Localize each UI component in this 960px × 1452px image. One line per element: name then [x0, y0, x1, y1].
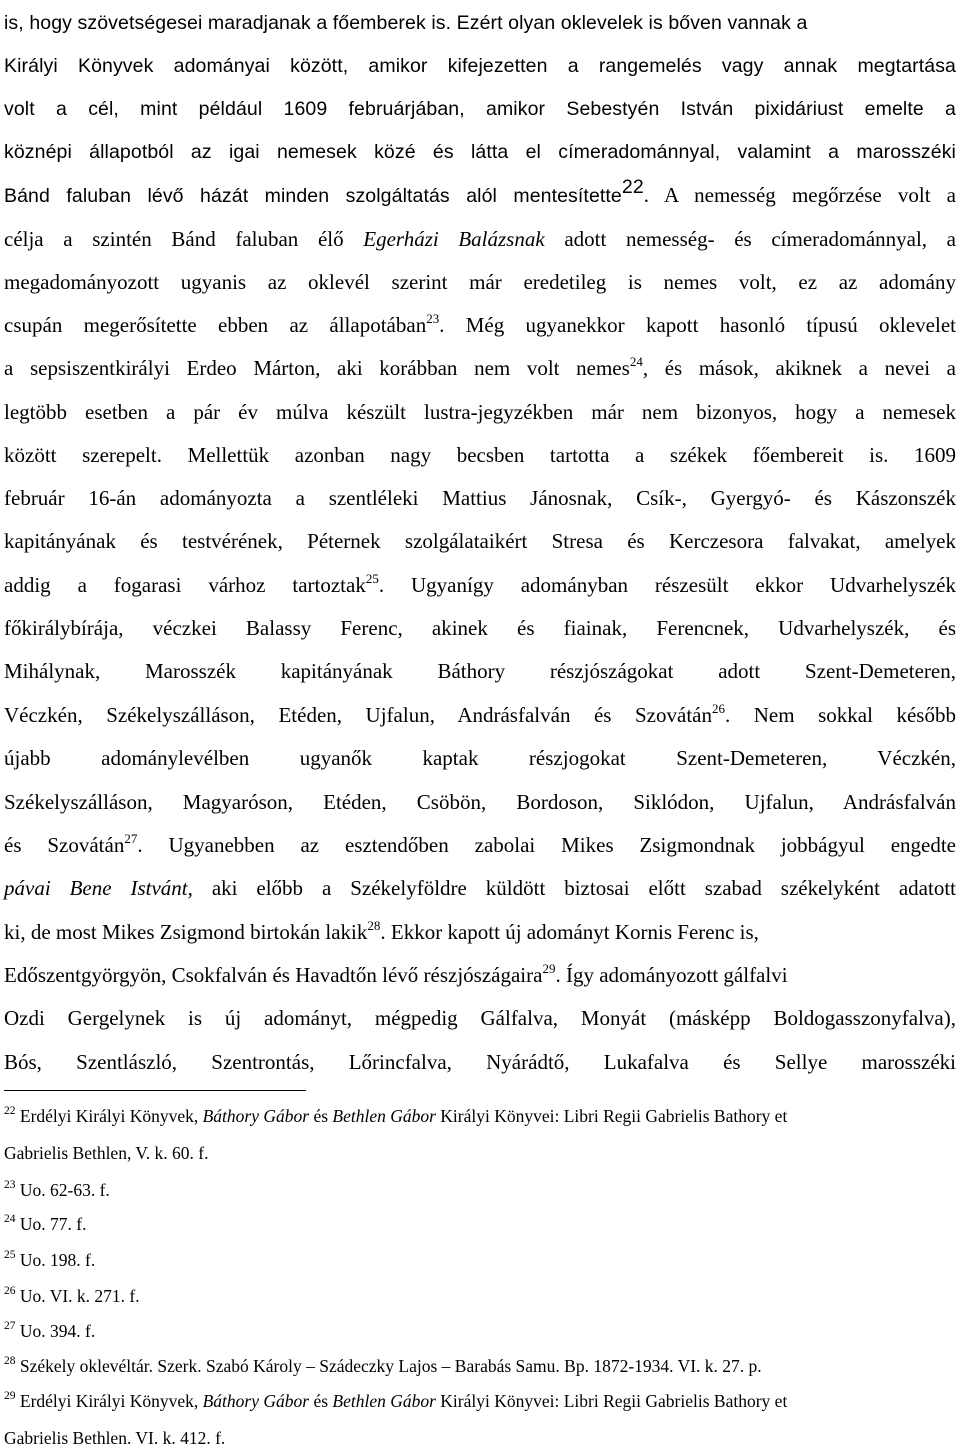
- text-run: Bós, Szentlászló, Szentrontás, Lőrincfalva, Nyárádtő, Lukafalva és Sellye marosszéki: [4, 1050, 956, 1074]
- footnote-line: [4, 1250, 956, 1270]
- footnote-ref: 28: [4, 1355, 16, 1367]
- text-run: . Ugyanebben az esztendőben zabolai Mikes Zsigmondnak jobbágyul engedte: [137, 833, 956, 857]
- text-line: [4, 918, 956, 944]
- footnote-line: [4, 1214, 956, 1234]
- text-line: [4, 55, 956, 77]
- text-line: [4, 401, 956, 423]
- text-line: [4, 747, 956, 769]
- text-line: [4, 1007, 956, 1029]
- text-run: Székelyszálláson, Magyaróson, Etéden, Csöbön, Bordoson, Siklódon, Ujfalun, Andrásfalván: [4, 790, 956, 814]
- footnote-line: [4, 1356, 956, 1376]
- footnote-ref: 29: [542, 961, 556, 976]
- text-run: addig a fogarasi várhoz tartoztak: [4, 573, 366, 597]
- text-run: kapitányának és testvérének, Péternek szolgálataikért Stresa és Kerczesora falvakat, amelyek: [4, 529, 956, 553]
- footnote-ref: 25: [365, 571, 379, 586]
- text-line: [4, 660, 956, 682]
- footnote-ref: 25: [4, 1249, 16, 1261]
- text-run: . Még ugyanekkor kapott hasonló típusú oklevelet: [439, 313, 956, 337]
- italic-name: Báthory Gábor: [202, 1391, 310, 1411]
- footnote-ref: 24: [629, 354, 643, 369]
- text-run: . Ugyanígy adományban részesült ekkor Udvarhelyszék: [378, 573, 956, 597]
- text-run: február 16-án adományozta a szentléleki Mattius Jánosnak, Csík-, Gyergyó- és Kászonszék: [4, 486, 956, 510]
- italic-name: Báthory Gábor: [202, 1106, 310, 1126]
- text-line: [4, 530, 956, 552]
- text-line: [4, 98, 956, 120]
- footnote-line: [4, 1321, 956, 1341]
- footnote-ref: 22: [621, 176, 644, 198]
- text-run: főkirálybírája, véczkei Balassy Ferenc, akinek és fiainak, Ferencnek, Udvarhelyszék, és: [4, 616, 956, 640]
- italic-name: pávai Bene Istvánt: [4, 876, 188, 900]
- text-line: [4, 228, 956, 250]
- text-run: adott nemesség- és címeradománnyal, a: [544, 227, 957, 251]
- text-run: Uo. 394. f.: [15, 1321, 96, 1341]
- text-line: [4, 444, 956, 466]
- footnote-ref: 27: [4, 1320, 16, 1332]
- text-run: Királyi Könyvek adományai között, amikor kifejezetten a rangemelés vagy annak megtartása: [4, 55, 956, 77]
- text-line: [4, 571, 956, 597]
- text-run: Királyi Könyvei: Libri Regii Gabrielis Bathory et: [435, 1106, 788, 1126]
- footnote-ref: 26: [4, 1285, 16, 1297]
- text-run: megadományozott ugyanis az oklevél szerint már eredetileg is nemes volt, ez az adomány: [4, 270, 956, 294]
- text-run: célja a szintén Bánd faluban élő: [4, 227, 364, 251]
- footnote-ref: 22: [4, 1105, 16, 1117]
- footnote-line: [4, 1106, 956, 1126]
- text-run: . Nem sokkal később: [724, 703, 956, 727]
- text-run: köznépi állapotból az igai nemesek közé és látta el címeradománnyal, valamint a marosszéki: [4, 141, 956, 163]
- text-run: Királyi Könyvei: Libri Regii Gabrielis Bathory et: [435, 1391, 788, 1411]
- footnote-line: [4, 1391, 956, 1411]
- text-run: és Szovátán: [4, 833, 125, 857]
- text-run: és: [309, 1106, 333, 1126]
- text-line: [4, 831, 956, 857]
- text-line: [4, 617, 956, 639]
- text-line: [4, 354, 957, 380]
- text-run: Uo. 62-63. f.: [15, 1180, 110, 1200]
- text-line: [4, 311, 956, 337]
- text-run: csupán megerősítette ebben az állapotában: [4, 313, 427, 337]
- text-run: Uo. 77. f.: [15, 1214, 87, 1234]
- italic-name: Bethlen Gábor: [332, 1391, 436, 1411]
- text-run: Uo. VI. k. 271. f.: [15, 1286, 140, 1306]
- footnote-line: [4, 1428, 956, 1448]
- text-run: Székely oklevéltár. Szerk. Szabó Károly – Szádeczky Lajos – Barabás Samu. Bp. 1872-1934. VI. k. 27. p.: [15, 1356, 762, 1376]
- text-run: a sepsiszentkirályi Erdeo Márton, aki korábban nem volt nemes: [4, 356, 630, 380]
- footnote-separator: [4, 1090, 306, 1091]
- text-run: Erdélyi Királyi Könyvek,: [15, 1391, 203, 1411]
- italic-name: Bethlen Gábor: [332, 1106, 436, 1126]
- text-line: [4, 961, 956, 987]
- footnote-ref: 23: [426, 311, 440, 326]
- text-run: . Ekkor kapott új adományt Kornis Ferenc is,: [380, 920, 759, 944]
- text-run: Ozdi Gergelynek is új adományt, mégpedig Gálfalva, Monyát (másképp Boldogasszonyfalva),: [4, 1006, 956, 1030]
- text-line: [4, 12, 956, 34]
- text-line: [4, 487, 956, 509]
- text-run: Gabrielis Bethlen, V. k. 60. f.: [4, 1143, 209, 1163]
- text-run: . A nemesség megőrzése volt a: [643, 183, 957, 207]
- text-run: Erdélyi Királyi Könyvek,: [15, 1106, 203, 1126]
- text-run: , aki előbb a Székelyföldre küldött biztosai előtt szabad székelyként adatott: [187, 876, 956, 900]
- text-line: [4, 701, 956, 727]
- text-run: legtöbb esetben a pár év múlva készült lustra-jegyzékben már nem bizonyos, hogy a nemesek: [4, 400, 956, 424]
- text-run: Edőszentgyörgyön, Csokfalván és Havadtőn lévő részjószágaira: [4, 963, 543, 987]
- text-run: Véczkén, Székelyszálláson, Etéden, Ujfalun, Andrásfalván és Szovátán: [4, 703, 712, 727]
- text-run: és: [309, 1391, 333, 1411]
- footnote-line: [4, 1180, 956, 1200]
- text-run: újabb adománylevélben ugyanők kaptak részjogokat Szent-Demeteren, Véczkén,: [4, 746, 956, 770]
- text-run: Mihálynak, Marosszék kapitányának Báthory részjószágokat adott Szent-Demeteren,: [4, 659, 956, 683]
- text-run: Gabrielis Bethlen. VI. k. 412. f.: [4, 1428, 226, 1448]
- text-line: [4, 271, 956, 293]
- text-run: között szerepelt. Mellettük azonban nagy becsben tartotta a székek főembereit is. 1609: [4, 443, 956, 467]
- footnote-ref: 28: [367, 918, 381, 933]
- text-run: Bánd faluban lévő házát minden szolgáltatás alól mentesítette: [4, 185, 622, 207]
- footnote-line: [4, 1143, 956, 1163]
- footnote-ref: 26: [711, 701, 725, 716]
- text-run: ki, de most Mikes Zsigmond birtokán lakik: [4, 920, 368, 944]
- text-line: [4, 141, 956, 163]
- italic-name: Egerházi Balázsnak: [363, 227, 545, 251]
- text-run: volt a cél, mint például 1609 februárjában, amikor Sebestyén István pixidáriust emelte a: [4, 98, 956, 120]
- footnote-line: [4, 1286, 956, 1306]
- text-run: . Így adományozott gálfalvi: [555, 963, 788, 987]
- text-line: [4, 176, 957, 207]
- footnote-ref: 24: [4, 1213, 16, 1225]
- footnote-ref: 23: [4, 1179, 16, 1191]
- text-run: Uo. 198. f.: [15, 1250, 96, 1270]
- footnote-ref: 27: [124, 831, 138, 846]
- text-line: [4, 791, 956, 813]
- text-run: , és mások, akiknek a nevei a: [642, 356, 957, 380]
- text-run: is, hogy szövetségesei maradjanak a főemberek is. Ezért olyan oklevelek is bőven vannak a: [4, 12, 808, 34]
- text-line: [4, 877, 956, 899]
- text-line: [4, 1051, 956, 1073]
- footnote-ref: 29: [4, 1390, 16, 1402]
